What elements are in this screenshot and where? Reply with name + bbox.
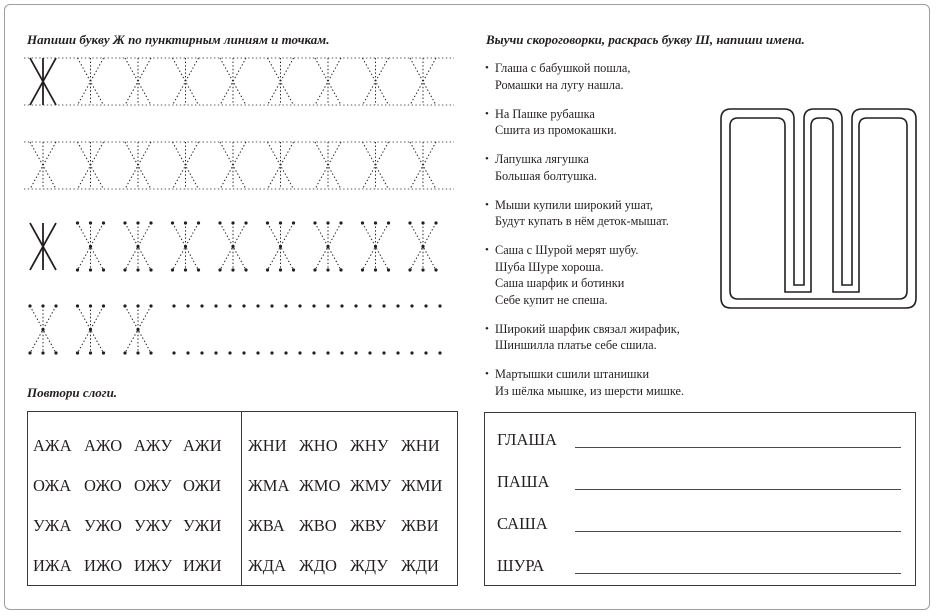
anchor-dot bbox=[197, 221, 200, 224]
syllable: ЖВУ bbox=[350, 516, 387, 535]
anchor-dot bbox=[89, 304, 92, 307]
name-row bbox=[497, 428, 907, 450]
tongue-twister-line: Из шёлка мышке, из шерсти мишке. bbox=[495, 383, 685, 398]
bullet-icon: • bbox=[485, 107, 489, 120]
anchor-dot bbox=[231, 245, 234, 248]
tongue-twister-line: Мыши купили широкий ушат, bbox=[495, 197, 654, 212]
anchor-dot bbox=[197, 268, 200, 271]
guide-dot bbox=[270, 304, 273, 307]
guide-dot bbox=[214, 304, 217, 307]
anchor-dot bbox=[41, 351, 44, 354]
syllable: ЖМУ bbox=[350, 476, 392, 495]
syllable-table bbox=[27, 411, 458, 586]
anchor-dot bbox=[279, 245, 282, 248]
names-box bbox=[484, 412, 916, 586]
anchor-dot bbox=[244, 268, 247, 271]
guide-dot bbox=[368, 351, 371, 354]
guide-dot bbox=[382, 351, 385, 354]
tracing-area[interactable] bbox=[24, 55, 456, 365]
name-label: ГЛАША bbox=[497, 430, 557, 449]
anchor-dot bbox=[102, 304, 105, 307]
bullet-icon: • bbox=[485, 62, 489, 74]
tongue-twister-line: Шиншилла платье себе сшила. bbox=[495, 338, 657, 352]
bullet-icon: • bbox=[485, 153, 489, 165]
syllable-row bbox=[248, 426, 442, 466]
guide-dot bbox=[256, 304, 259, 307]
tongue-twister-line: Саша с Шурой мерят шубу. bbox=[495, 243, 639, 257]
guide-dot bbox=[340, 351, 343, 354]
syllable: ЖДО bbox=[299, 556, 337, 575]
syllable: ОЖО bbox=[84, 476, 122, 495]
tongue-twister bbox=[485, 321, 725, 354]
syllable: УЖО bbox=[84, 516, 122, 535]
guide-dot bbox=[270, 351, 273, 354]
guide-dot bbox=[298, 351, 301, 354]
anchor-dot bbox=[292, 268, 295, 271]
syllable: ЖНИ bbox=[248, 436, 287, 455]
anchor-dot bbox=[374, 221, 377, 224]
anchor-dot bbox=[123, 351, 126, 354]
syllable: ОЖУ bbox=[134, 476, 172, 495]
syllable: ЖДУ bbox=[350, 556, 388, 575]
anchor-dot bbox=[387, 221, 390, 224]
bullet-icon: • bbox=[485, 198, 489, 211]
anchor-dot bbox=[123, 304, 126, 307]
syllable: ЖНИ bbox=[401, 436, 440, 455]
guide-dot bbox=[438, 351, 441, 354]
name-label: ПАША bbox=[497, 472, 550, 491]
anchor-dot bbox=[76, 268, 79, 271]
guide-dot bbox=[284, 351, 287, 354]
anchor-dot bbox=[326, 221, 329, 224]
tracing-row-1[interactable] bbox=[24, 58, 454, 105]
tongue-twister-line: Будут купать в нём деток-мышат. bbox=[495, 214, 669, 228]
right-heading: Выучи скороговорки, раскрась букву Ш, напиши имена. bbox=[486, 32, 805, 47]
syllable-column-right bbox=[248, 426, 442, 586]
anchor-dot bbox=[136, 268, 139, 271]
syllable: АЖА bbox=[33, 436, 72, 455]
guide-dot bbox=[228, 351, 231, 354]
guide-dot bbox=[424, 351, 427, 354]
syllable: ЖНО bbox=[299, 436, 338, 455]
guide-dot bbox=[214, 351, 217, 354]
syllable: УЖА bbox=[33, 516, 72, 535]
anchor-dot bbox=[408, 221, 411, 224]
tracing-row-4[interactable] bbox=[28, 304, 441, 354]
tracing-heading: Напиши букву Ж по пунктирным линиям и точкам. bbox=[27, 32, 330, 47]
anchor-dot bbox=[76, 351, 79, 354]
tongue-twister-line: Лапушка лягушка bbox=[495, 152, 589, 166]
syllable: ИЖО bbox=[84, 556, 123, 575]
syllable: ЖВО bbox=[299, 516, 337, 535]
syllable-row bbox=[33, 546, 222, 586]
tracing-row-3[interactable] bbox=[30, 221, 438, 271]
syllable-row bbox=[248, 466, 442, 506]
anchor-dot bbox=[149, 221, 152, 224]
name-row bbox=[497, 554, 907, 576]
tongue-twister-line: Широкий шарфик связал жирафик, bbox=[495, 321, 680, 336]
coloring-letter-sha[interactable] bbox=[716, 105, 921, 316]
guide-dot bbox=[312, 351, 315, 354]
anchor-dot bbox=[279, 221, 282, 224]
anchor-dot bbox=[339, 221, 342, 224]
anchor-dot bbox=[149, 351, 152, 354]
anchor-dot bbox=[266, 221, 269, 224]
tongue-twister-line: Глаша с бабушкой пошла, bbox=[495, 61, 631, 75]
anchor-dot bbox=[231, 221, 234, 224]
bullet-icon: • bbox=[485, 244, 489, 256]
anchor-dot bbox=[292, 221, 295, 224]
anchor-dot bbox=[218, 268, 221, 271]
anchor-dot bbox=[171, 221, 174, 224]
anchor-dot bbox=[149, 268, 152, 271]
tongue-twister-line: Саша шарфик и ботинки bbox=[495, 276, 625, 290]
anchor-dot bbox=[54, 351, 57, 354]
syllable: ЖМА bbox=[248, 476, 290, 495]
guide-dot bbox=[242, 351, 245, 354]
anchor-dot bbox=[434, 268, 437, 271]
guide-dot bbox=[228, 304, 231, 307]
guide-dot bbox=[424, 304, 427, 307]
guide-dot bbox=[256, 351, 259, 354]
name-row bbox=[497, 470, 907, 492]
syllable: ЖДА bbox=[248, 556, 286, 575]
syllable: ОЖИ bbox=[183, 476, 222, 495]
tongue-twister-line: Ромашки на лугу нашла. bbox=[495, 77, 624, 92]
syllable: АЖИ bbox=[183, 436, 222, 455]
syllable-column-left bbox=[33, 426, 222, 586]
guide-dot bbox=[354, 304, 357, 307]
anchor-dot bbox=[244, 221, 247, 224]
tracing-row-2[interactable] bbox=[24, 142, 454, 189]
tongue-twister bbox=[485, 242, 725, 308]
anchor-dot bbox=[266, 268, 269, 271]
anchor-dot bbox=[326, 268, 329, 271]
name-row bbox=[497, 512, 907, 534]
syllable-row bbox=[33, 466, 222, 506]
anchor-dot bbox=[28, 304, 31, 307]
tongue-twister bbox=[485, 366, 725, 399]
anchor-dot bbox=[339, 268, 342, 271]
syllable: ИЖУ bbox=[134, 556, 173, 575]
guide-dot bbox=[284, 304, 287, 307]
guide-dot bbox=[312, 304, 315, 307]
anchor-dot bbox=[361, 268, 364, 271]
syllable: ЖДИ bbox=[401, 556, 439, 575]
bullet-icon: • bbox=[485, 322, 489, 335]
syllable: АЖО bbox=[84, 436, 123, 455]
anchor-dot bbox=[374, 245, 377, 248]
guide-dot bbox=[186, 351, 189, 354]
guide-dot bbox=[354, 351, 357, 354]
syllable: ЖВИ bbox=[401, 516, 439, 535]
name-label: САША bbox=[497, 514, 548, 533]
guide-dot bbox=[410, 304, 413, 307]
syllable: УЖУ bbox=[134, 516, 172, 535]
guide-dot bbox=[438, 304, 441, 307]
anchor-dot bbox=[231, 268, 234, 271]
tongue-twister bbox=[485, 151, 725, 184]
syllable: ИЖИ bbox=[183, 556, 222, 575]
syllable: ЖМИ bbox=[401, 476, 443, 495]
tongue-twister bbox=[485, 106, 725, 139]
tongue-twister-line: Сшита из промокашки. bbox=[495, 123, 617, 137]
anchor-dot bbox=[102, 351, 105, 354]
syllable: ЖВА bbox=[248, 516, 285, 535]
anchor-dot bbox=[408, 268, 411, 271]
bullet-icon: • bbox=[485, 368, 489, 380]
guide-dot bbox=[172, 351, 175, 354]
anchor-dot bbox=[421, 245, 424, 248]
anchor-dot bbox=[421, 268, 424, 271]
anchor-dot bbox=[184, 221, 187, 224]
anchor-dot bbox=[184, 245, 187, 248]
anchor-dot bbox=[313, 221, 316, 224]
anchor-dot bbox=[387, 268, 390, 271]
guide-dot bbox=[326, 304, 329, 307]
anchor-dot bbox=[136, 304, 139, 307]
writing-line[interactable] bbox=[575, 531, 901, 532]
guide-dot bbox=[410, 351, 413, 354]
anchor-dot bbox=[136, 328, 139, 331]
syllable-row bbox=[33, 506, 222, 546]
syllable-row bbox=[33, 426, 222, 466]
tongue-twister-line: На Пашке рубашка bbox=[495, 106, 595, 121]
anchor-dot bbox=[102, 221, 105, 224]
tongue-twister-line: Большая болтушка. bbox=[495, 168, 597, 183]
anchor-dot bbox=[136, 221, 139, 224]
tongue-twister-line: Себе купит не спеша. bbox=[495, 292, 608, 307]
anchor-dot bbox=[102, 268, 105, 271]
syllable: АЖУ bbox=[134, 436, 173, 455]
anchor-dot bbox=[41, 328, 44, 331]
tracing-rows[interactable] bbox=[24, 55, 456, 365]
anchor-dot bbox=[434, 221, 437, 224]
anchor-dot bbox=[123, 268, 126, 271]
syllable: ИЖА bbox=[33, 556, 72, 575]
anchor-dot bbox=[89, 221, 92, 224]
syllable-divider bbox=[241, 412, 242, 585]
syllable: УЖИ bbox=[183, 516, 222, 535]
syllable: ОЖА bbox=[33, 476, 72, 495]
anchor-dot bbox=[279, 268, 282, 271]
guide-dot bbox=[200, 351, 203, 354]
writing-line[interactable] bbox=[575, 573, 901, 574]
anchor-dot bbox=[374, 268, 377, 271]
tongue-twister-line: Шуба Шуре хороша. bbox=[495, 259, 604, 274]
guide-dot bbox=[368, 304, 371, 307]
tongue-twister-line: Мартышки сшили штанишки bbox=[495, 367, 650, 381]
anchor-dot bbox=[171, 268, 174, 271]
syllable: ЖМО bbox=[299, 476, 341, 495]
anchor-dot bbox=[41, 304, 44, 307]
syllables-heading: Повтори слоги. bbox=[27, 385, 118, 400]
anchor-dot bbox=[89, 351, 92, 354]
guide-dot bbox=[298, 304, 301, 307]
anchor-dot bbox=[89, 268, 92, 271]
guide-dot bbox=[186, 304, 189, 307]
anchor-dot bbox=[326, 245, 329, 248]
anchor-dot bbox=[123, 221, 126, 224]
name-label: ШУРА bbox=[497, 556, 545, 575]
syllable-row bbox=[248, 506, 442, 546]
guide-dot bbox=[396, 304, 399, 307]
anchor-dot bbox=[89, 328, 92, 331]
guide-dot bbox=[396, 351, 399, 354]
anchor-dot bbox=[54, 304, 57, 307]
anchor-dot bbox=[184, 268, 187, 271]
writing-line[interactable] bbox=[575, 447, 901, 448]
letter-sha-outline-icon[interactable] bbox=[716, 105, 921, 311]
anchor-dot bbox=[89, 245, 92, 248]
anchor-dot bbox=[218, 221, 221, 224]
syllable: ЖНУ bbox=[350, 436, 389, 455]
guide-dot bbox=[172, 304, 175, 307]
anchor-dot bbox=[421, 221, 424, 224]
anchor-dot bbox=[149, 304, 152, 307]
syllable-row bbox=[248, 546, 442, 586]
guide-dot bbox=[242, 304, 245, 307]
guide-dot bbox=[382, 304, 385, 307]
writing-line[interactable] bbox=[575, 489, 901, 490]
tongue-twister bbox=[485, 60, 725, 93]
anchor-dot bbox=[76, 304, 79, 307]
guide-dot bbox=[340, 304, 343, 307]
anchor-dot bbox=[361, 221, 364, 224]
tongue-twister bbox=[485, 197, 725, 230]
guide-dot bbox=[326, 351, 329, 354]
anchor-dot bbox=[136, 351, 139, 354]
anchor-dot bbox=[76, 221, 79, 224]
anchor-dot bbox=[313, 268, 316, 271]
anchor-dot bbox=[136, 245, 139, 248]
guide-dot bbox=[200, 304, 203, 307]
tongue-twister-list bbox=[485, 60, 725, 412]
anchor-dot bbox=[28, 351, 31, 354]
